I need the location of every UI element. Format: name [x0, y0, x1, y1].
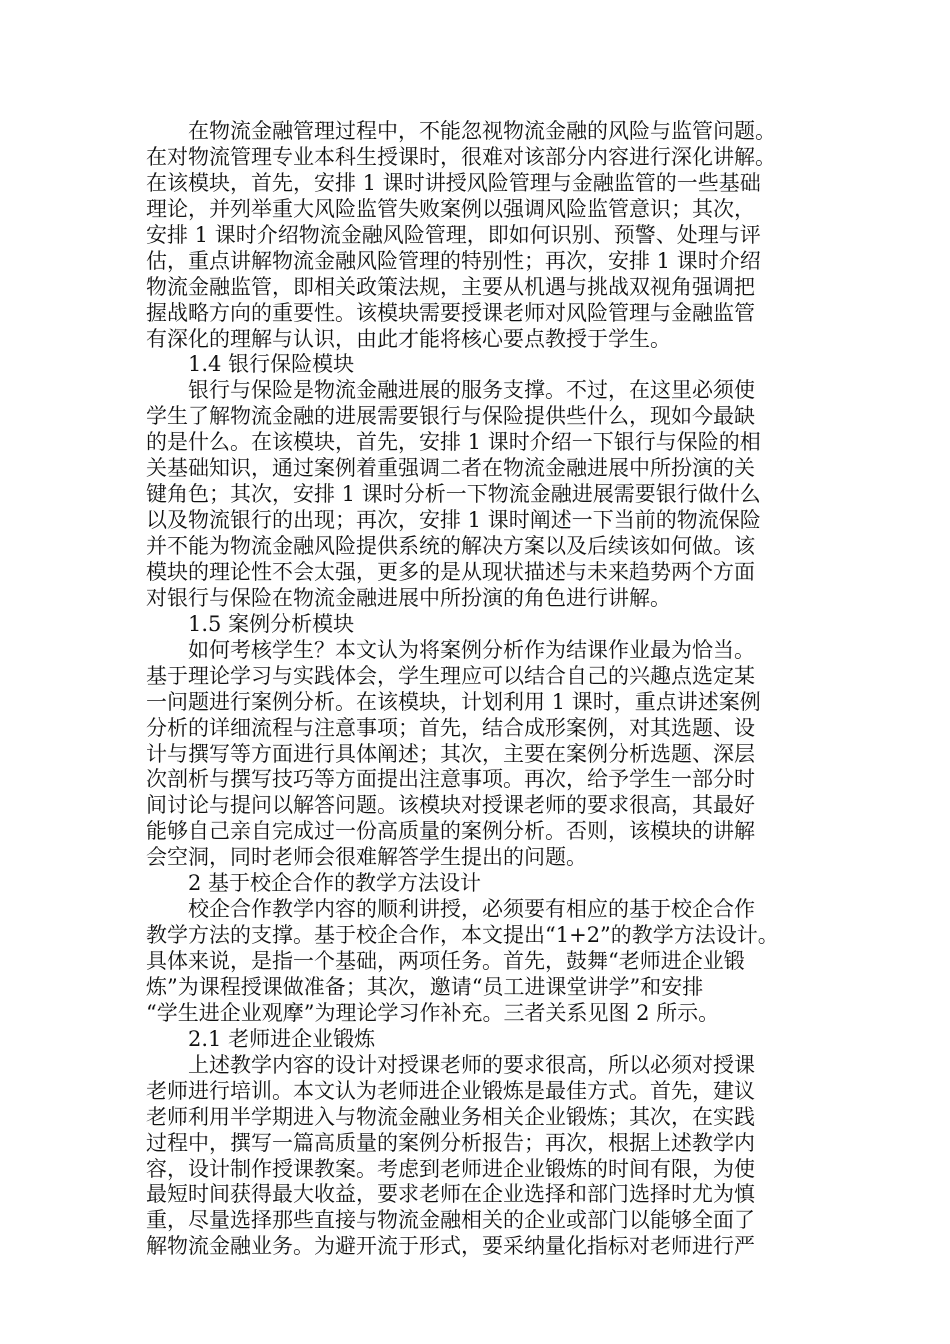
text-line: 关基础知识，通过案例着重强调二者在物流金融进展中所扮演的关 — [146, 456, 755, 481]
text-line: 计与撰写等方面进行具体阐述；其次，主要在案例分析选题、深层 — [146, 741, 755, 766]
text-line: 基于理论学习与实践体会，学生理应可以结合自己的兴趣点选定某 — [146, 663, 755, 688]
text-line: 理论，并列举重大风险监管失败案例以强调风险监管意识；其次， — [146, 196, 755, 221]
text-line: 1.5 案例分析模块 — [188, 611, 355, 636]
text-line: 如何考核学生？本文认为将案例分析作为结课作业最为恰当。 — [188, 637, 755, 662]
text-line: 以及物流银行的出现；再次，安排 1 课时阐述一下当前的物流保险 — [146, 508, 761, 533]
text-line: 会空洞，同时老师会很难解答学生提出的问题。 — [146, 845, 587, 870]
text-line: 在对物流管理专业本科生授课时，很难对该部分内容进行深化讲解。 — [146, 144, 776, 169]
text-line: 上述教学内容的设计对授课老师的要求很高，所以必须对授课 — [188, 1052, 755, 1077]
text-line: 重，尽量选择那些直接与物流金融相关的企业或部门以能够全面了 — [146, 1208, 755, 1233]
text-line: 估，重点讲解物流金融风险管理的特别性；再次，安排 1 课时介绍 — [146, 248, 761, 273]
text-line: 键角色；其次，安排 1 课时分析一下物流金融进展需要银行做什么 — [146, 482, 761, 507]
text-line: 解物流金融业务。为避开流于形式，要采纳量化指标对老师进行严 — [146, 1234, 755, 1259]
text-line: 银行与保险是物流金融进展的服务支撑。不过，在这里必须使 — [188, 378, 755, 403]
text-line: 教学方法的支撑。基于校企合作，本文提出“1+2”的教学方法设计。 — [146, 923, 779, 948]
text-line: 1.4 银行保险模块 — [188, 352, 355, 377]
text-line: 老师进行培训。本文认为老师进企业锻炼是最佳方式。首先，建议 — [146, 1078, 755, 1103]
text-line: 一问题进行案例分析。在该模块，计划利用 1 课时，重点讲述案例 — [146, 689, 761, 714]
text-line: 能够自己亲自完成过一份高质量的案例分析。否则，该模块的讲解 — [146, 819, 755, 844]
text-line: 有深化的理解与认识，由此才能将核心要点教授于学生。 — [146, 326, 671, 351]
text-line: 炼”为课程授课做准备；其次，邀请“员工进课堂讲学”和安排 — [146, 974, 704, 999]
text-line: 模块的理论性不会太强，更多的是从现状描述与未来趋势两个方面 — [146, 559, 755, 584]
text-line: 2 基于校企合作的教学方法设计 — [188, 871, 482, 896]
text-line: 校企合作教学内容的顺利讲授，必须要有相应的基于校企合作 — [188, 897, 755, 922]
document-page — [146, 119, 826, 1260]
text-line: 学生了解物流金融的进展需要银行与保险提供些什么，现如今最缺 — [146, 404, 755, 429]
text-line: 间讨论与提问以解答问题。该模块对授课老师的要求很高，其最好 — [146, 793, 755, 818]
text-line: 物流金融监管，即相关政策法规，主要从机遇与挑战双视角强调把 — [146, 274, 755, 299]
text-line: 次剖析与撰写技巧等方面提出注意事项。再次，给予学生一部分时 — [146, 767, 755, 792]
text-line: 在物流金融管理过程中，不能忽视物流金融的风险与监管问题。 — [188, 119, 776, 143]
text-line: 在该模块，首先，安排 1 课时讲授风险管理与金融监管的一些基础 — [146, 170, 761, 195]
text-line: 分析的详细流程与注意事项；首先，结合成形案例，对其选题、设 — [146, 715, 755, 740]
text-line: 并不能为物流金融风险提供系统的解决方案以及后续该如何做。该 — [146, 534, 755, 558]
text-line: 具体来说，是指一个基础，两项任务。首先，鼓舞“老师进企业锻 — [146, 949, 745, 973]
text-line: 最短时间获得最大收益，要求老师在企业选择和部门选择时尤为慎 — [146, 1182, 755, 1207]
text-line: 老师利用半学期进入与物流金融业务相关企业锻炼；其次，在实践 — [146, 1104, 755, 1129]
text-line: 的是什么。在该模块，首先，安排 1 课时介绍一下银行与保险的相 — [146, 430, 761, 455]
text-line: 2.1 老师进企业锻炼 — [188, 1026, 376, 1051]
text-line: 安排 1 课时介绍物流金融风险管理，即如何识别、预警、处理与评 — [146, 222, 761, 247]
text-line: 过程中，撰写一篇高质量的案例分析报告；再次，根据上述教学内 — [146, 1130, 755, 1155]
text-line: 容，设计制作授课教案。考虑到老师进企业锻炼的时间有限，为使 — [146, 1156, 755, 1181]
text-line: “学生进企业观摩”为理论学习作补充。三者关系见图 2 所示。 — [146, 1000, 720, 1025]
text-line: 握战略方向的重要性。该模块需要授课老师对风险管理与金融监管 — [146, 300, 755, 325]
text-line: 对银行与保险在物流金融进展中所扮演的角色进行讲解。 — [146, 585, 671, 610]
